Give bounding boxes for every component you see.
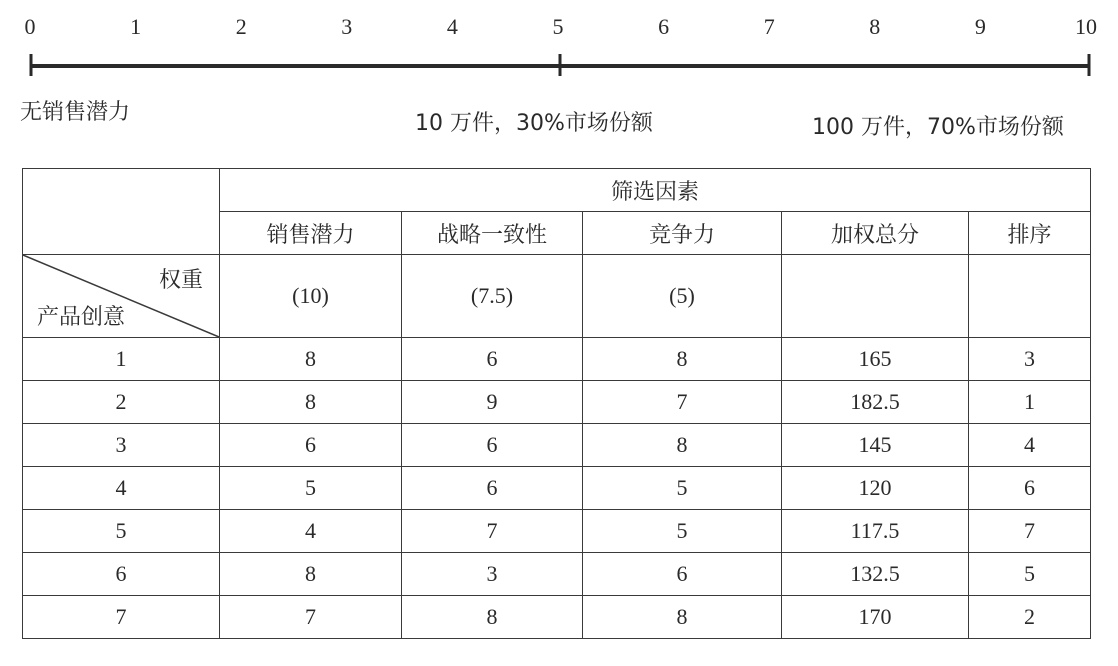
weight-weighted-score: [782, 255, 969, 338]
scale-tick-label: 10: [1075, 14, 1097, 39]
cell-sales-potential: 5: [220, 467, 402, 510]
cell-weighted-score: 182.5: [782, 381, 969, 424]
group-header: 筛选因素: [220, 169, 1091, 212]
cell-strategic-fit: 3: [402, 553, 583, 596]
column-header-sales-potential: 销售潜力: [220, 212, 402, 255]
table-body: [23, 338, 1091, 639]
cell-weighted-score: 145: [782, 424, 969, 467]
scale-axis: [0, 0, 1118, 90]
screening-table-wrap: [22, 168, 1090, 639]
table-row: [23, 381, 1091, 424]
cell-strategic-fit: 6: [402, 467, 583, 510]
cell-rank: 5: [969, 553, 1091, 596]
cell-product-id: 5: [23, 510, 220, 553]
cell-product-id: 3: [23, 424, 220, 467]
column-header-strategic-fit: 战略一致性: [402, 212, 583, 255]
column-header-weighted-score: 加权总分: [782, 212, 969, 255]
cell-sales-potential: 8: [220, 338, 402, 381]
table-row: [23, 553, 1091, 596]
product-idea-label: 产品创意: [37, 305, 126, 330]
cell-strategic-fit: 6: [402, 338, 583, 381]
table-row: [23, 467, 1091, 510]
scale-label-max: 100 万件，70%市场份额: [812, 115, 1064, 140]
cell-competitiveness: 5: [583, 510, 782, 553]
cell-rank: 6: [969, 467, 1091, 510]
cell-rank: 1: [969, 381, 1091, 424]
weight-sales-potential: (10): [220, 255, 402, 338]
cell-strategic-fit: 8: [402, 596, 583, 639]
cell-rank: 3: [969, 338, 1091, 381]
cell-sales-potential: 7: [220, 596, 402, 639]
column-header-rank: 排序: [969, 212, 1091, 255]
weight-strategic-fit: (7.5): [402, 255, 583, 338]
cell-strategic-fit: 6: [402, 424, 583, 467]
cell-rank: 7: [969, 510, 1091, 553]
cell-sales-potential: 8: [220, 381, 402, 424]
cell-rank: 2: [969, 596, 1091, 639]
cell-competitiveness: 8: [583, 424, 782, 467]
cell-product-id: 1: [23, 338, 220, 381]
scale-label-no-potential: 无销售潜力: [20, 100, 131, 125]
cell-product-id: 2: [23, 381, 220, 424]
scale-tick-label: 8: [869, 14, 881, 39]
column-header-competitiveness: 竞争力: [583, 212, 782, 255]
weight-competitiveness: (5): [583, 255, 782, 338]
scale-tick-label: 3: [341, 14, 353, 39]
weight-rank: [969, 255, 1091, 338]
scale-tick-label: 9: [974, 14, 986, 39]
cell-strategic-fit: 9: [402, 381, 583, 424]
scale-tick-label: 0: [24, 14, 36, 39]
cell-competitiveness: 8: [583, 338, 782, 381]
cell-sales-potential: 8: [220, 553, 402, 596]
cell-competitiveness: 6: [583, 553, 782, 596]
scale-tick-label: 6: [658, 14, 670, 39]
cell-weighted-score: 132.5: [782, 553, 969, 596]
cell-competitiveness: 7: [583, 381, 782, 424]
cell-weighted-score: 117.5: [782, 510, 969, 553]
corner-header: [23, 169, 220, 255]
cell-product-id: 4: [23, 467, 220, 510]
scale-tick-label: 1: [130, 14, 142, 39]
cell-strategic-fit: 7: [402, 510, 583, 553]
cell-weighted-score: 170: [782, 596, 969, 639]
cell-competitiveness: 5: [583, 467, 782, 510]
scale-tick-label: 2: [235, 14, 247, 39]
cell-product-id: 6: [23, 553, 220, 596]
cell-sales-potential: 4: [220, 510, 402, 553]
scale-tick-label: 7: [763, 14, 775, 39]
table-row: [23, 596, 1091, 639]
cell-competitiveness: 8: [583, 596, 782, 639]
cell-weighted-score: 120: [782, 467, 969, 510]
table-row: [23, 338, 1091, 381]
table-row: [23, 510, 1091, 553]
weight-label: 权重: [158, 268, 203, 293]
scale-tick-label: 4: [446, 14, 458, 39]
table-row: [23, 424, 1091, 467]
sales-potential-scale: [0, 0, 1118, 150]
cell-sales-potential: 6: [220, 424, 402, 467]
scale-label-mid: 10 万件，30%市场份额: [415, 111, 653, 136]
cell-rank: 4: [969, 424, 1091, 467]
diagonal-header-cell: [23, 255, 220, 338]
screening-table: [22, 168, 1091, 639]
scale-tick-label: 5: [552, 14, 564, 39]
cell-product-id: 7: [23, 596, 220, 639]
cell-weighted-score: 165: [782, 338, 969, 381]
